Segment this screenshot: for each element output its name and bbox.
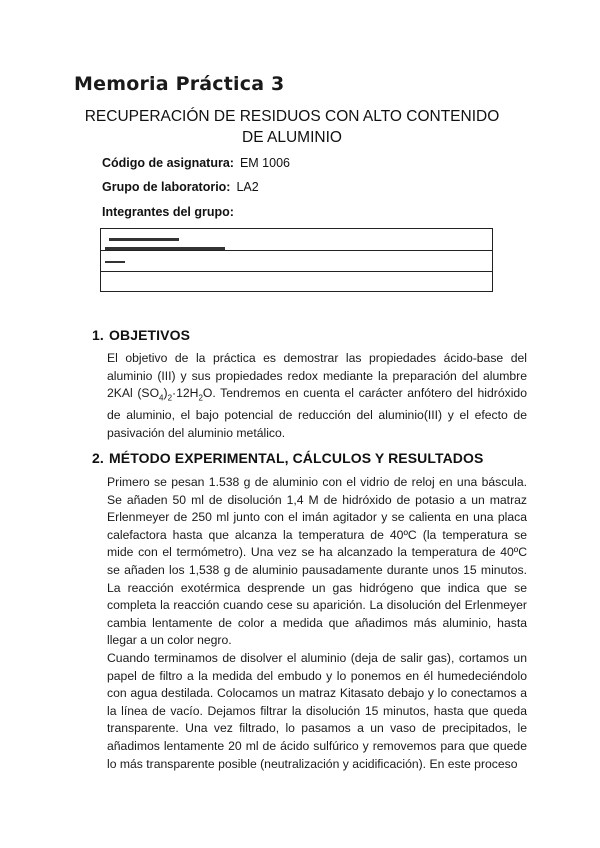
practice-title	[62, 106, 522, 148]
section-title: OBJETIVOS	[109, 327, 191, 343]
formula-subscript: 2	[167, 393, 173, 403]
subject-code-label: Código de asignatura:	[102, 156, 234, 170]
practice-title-line2: DE ALUMINIO	[242, 129, 342, 146]
section-number: 1.	[92, 327, 104, 343]
formula-part: ·12H	[172, 386, 199, 401]
section-heading-method	[92, 450, 483, 466]
lab-group-field	[102, 180, 259, 194]
objectives-text: O. Tendremos en cuenta el carácter anfótero del hidróxido de aluminio, el bajo potencial de reducción del aluminio(III) y el efecto de pasivación del aluminio metálico.	[107, 386, 527, 440]
formula-subscript: 4	[159, 393, 164, 403]
members-table	[100, 228, 493, 292]
lab-group-value: LA2	[236, 180, 259, 194]
section-heading-objectives	[92, 327, 190, 343]
redacted-name	[105, 261, 125, 263]
formula-part: )	[163, 386, 168, 401]
subject-code-value: EM 1006	[239, 156, 290, 170]
subject-code-field	[102, 156, 290, 170]
method-paragraph-1: Primero se pesan 1.538 g de aluminio con el vidrio de reloj en una báscula. Se añaden 50 ml de disolución 1,4 M de hidróxido de potasio a un matraz Erlenmeyer de 250 ml junto con el imán agitador y se calienta en una placa calefactora hasta que alcanza la temperatura de 40ºC (la temperatura se mide con el termómetro). Una vez se ha alcanzado la temperatura de 40ºC se añaden los 1,538 g de aluminio pausadamente durante unos 15 minutos. La reacción exotérmica desprende un gas hidrógeno que indica que se completa la reacción cuando cese su aparición. La disolución del Erlenmeyer cambia lentamente de color a medida que añadimos más aluminio, hasta llegar a un color negro.	[107, 475, 527, 648]
members-field	[102, 205, 234, 219]
formula-subscript: 2	[198, 393, 203, 403]
objectives-text: El objetivo de la práctica es demostrar las propiedades ácido-base del aluminio (III) y sus propiedades redox mediante la preparación del alumbre 2KAl (SO	[107, 351, 527, 401]
method-paragraph-2: Cuando terminamos de disolver el aluminio (deja de salir gas), cortamos un papel de filtro a la medida del embudo y lo ponemos en él humedeciéndolo con agua destilada. Colocamos un matraz Kitasato debajo y lo conectamos a la línea de vacío. Dejamos filtrar la disolución 15 minutos, hasta que queda transparente. Una vez filtrado, lo pasamos a un vaso de precipitados, le añadimos lentamente 20 ml de ácido sulfúrico y removemos para que quede lo más transparente posible (neutralización y acidificación). En este proceso	[107, 651, 527, 771]
section-number: 2.	[92, 450, 104, 466]
members-row	[101, 271, 492, 292]
objectives-paragraph	[107, 350, 527, 442]
practice-title-line1: RECUPERACIÓN DE RESIDUOS CON ALTO CONTENIDO	[84, 108, 500, 125]
lab-group-label: Grupo de laboratorio:	[102, 180, 231, 194]
members-label: Integrantes del grupo:	[102, 205, 234, 219]
members-row	[101, 250, 492, 272]
redacted-name	[109, 238, 179, 241]
redacted-name	[105, 247, 225, 250]
memo-title: Memoria Práctica 3	[74, 73, 285, 95]
section-title: MÉTODO EXPERIMENTAL, CÁLCULOS Y RESULTADOS	[109, 450, 484, 466]
